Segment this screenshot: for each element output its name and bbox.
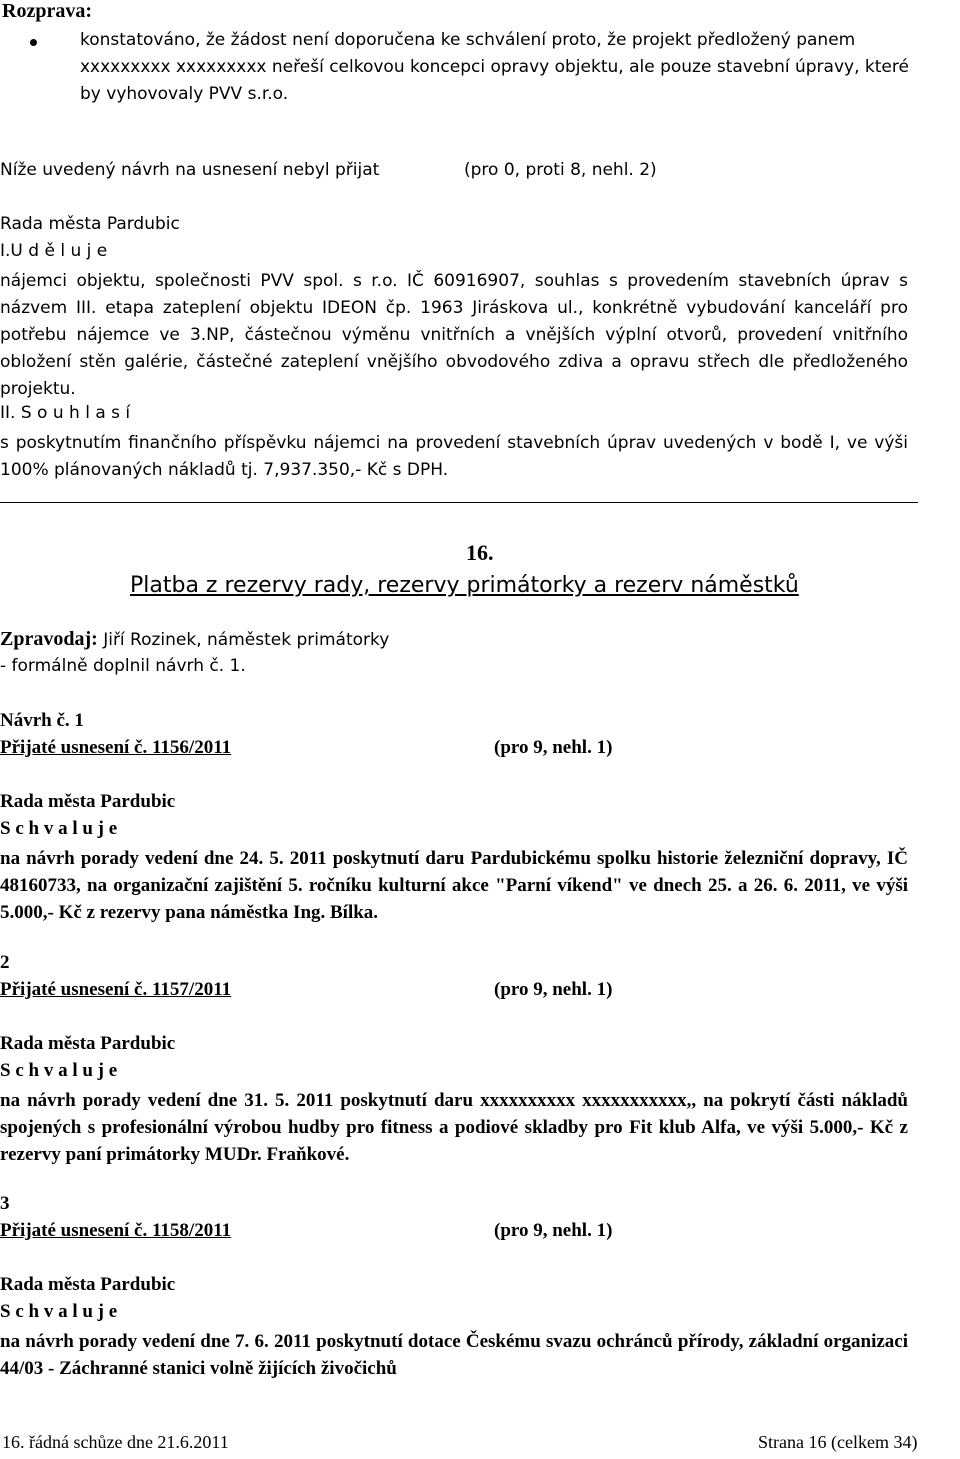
board-name: Rada města Pardubic: [0, 1033, 176, 1054]
proposal-label: 3: [0, 1193, 10, 1214]
board-name: Rada města Pardubic: [0, 214, 180, 234]
rozprava-bullet-text: konstatováno, že žádost není doporučena ke schválení proto, že projekt předložený panem xxxxxxxxx xxxxxxxxx neřeší celkovou koncepci opravy objektu, ale pouze stavební úpravy, které by vyhovovaly PVV s.r.o.: [80, 30, 909, 104]
board-name: Rada města Pardubic: [0, 1274, 176, 1295]
resolution-body: na návrh porady vedení dne 31. 5. 2011 poskytnutí daru xxxxxxxxxx xxxxxxxxxxx,, na pokrytí části nákladů spojených s profesionální výrobou hudby pro fitness a podiové skladby pro Fit klub Alfa, ve výši 5.000,- Kč z rezervy paní primátorky MUDr. Fraňkové.: [0, 1090, 908, 1165]
footer-page-number: Strana 16 (celkem 34): [758, 1432, 918, 1452]
resolution-vote: (pro 9, nehl. 1): [494, 1220, 613, 1241]
reporter-label: Zpravodaj:: [0, 628, 98, 650]
section-note: - formálně doplnil návrh č. 1.: [0, 656, 246, 676]
resolution-i-heading: I.U d ě l u j e: [0, 241, 108, 261]
proposal-label: 2: [0, 952, 10, 973]
resolution-ii-body: s poskytnutím finančního příspěvku nájemci na provedení stavebních úprav uvedených v bodě I, ve výši 100% plánovaných nákladů tj. 7,937.350,- Kč s DPH.: [0, 433, 908, 480]
resolution-number: Přijaté usnesení č. 1156/2011: [0, 737, 232, 758]
resolution-verb: S c h v a l u j e: [0, 1301, 118, 1322]
resolution-verb: S c h v a l u j e: [0, 818, 118, 839]
reporter-name: Jiří Rozinek, náměstek primátorky: [103, 630, 390, 650]
resolution-body: na návrh porady vedení dne 7. 6. 2011 poskytnutí dotace Českému svazu ochránců přírody, základní organizaci 44/03 - Záchranné stanici volně žijících živočichů: [0, 1331, 908, 1379]
vote-fail-tally: (pro 0, proti 8, nehl. 2): [464, 160, 657, 180]
section-divider: [0, 502, 918, 503]
resolution-vote: (pro 9, nehl. 1): [494, 979, 613, 1000]
resolution-vote: (pro 9, nehl. 1): [494, 737, 613, 758]
resolution-body: na návrh porady vedení dne 24. 5. 2011 poskytnutí daru Pardubickému spolku historie železniční dopravy, IČ 48160733, na organizační zajištění 5. ročníku kulturní akce "Parní víkend" ve dnech 25. a 26. 6. 2011, ve výši 5.000,- Kč z rezervy pana náměstka Ing. Bílka.: [0, 848, 908, 923]
resolution-number: Přijaté usnesení č. 1158/2011: [0, 1220, 232, 1241]
bullet-icon: [30, 39, 37, 46]
vote-fail-text: Níže uvedený návrh na usnesení nebyl přijat: [0, 160, 380, 180]
proposal-label: Návrh č. 1: [0, 710, 84, 731]
board-name: Rada města Pardubic: [0, 791, 176, 812]
section-title: Platba z rezervy rady, rezervy primátorky a rezerv náměstků: [130, 573, 799, 598]
footer-meeting: 16. řádná schůze dne 21.6.2011: [2, 1432, 229, 1452]
section-number: 16.: [466, 540, 494, 565]
rozprava-heading: Rozprava:: [2, 0, 92, 22]
resolution-number: Přijaté usnesení č. 1157/2011: [0, 979, 232, 1000]
resolution-i-body: nájemci objektu, společnosti PVV spol. s r.o. IČ 60916907, souhlas s provedením stavebních úprav s názvem III. etapa zateplení objektu IDEON čp. 1963 Jiráskova ul., konkrétně vybudování kanceláří pro potřebu nájemce ve 3.NP, částečnou výměnu vnitřních a vnějších výplní otvorů, provedení vnitřního obložení stěn galérie, částečné zateplení vnějšího obvodového zdiva a opravu střech dle předloženého projektu.: [0, 271, 908, 399]
resolution-ii-heading: II. S o u h l a s í: [0, 403, 131, 423]
resolution-verb: S c h v a l u j e: [0, 1060, 118, 1081]
